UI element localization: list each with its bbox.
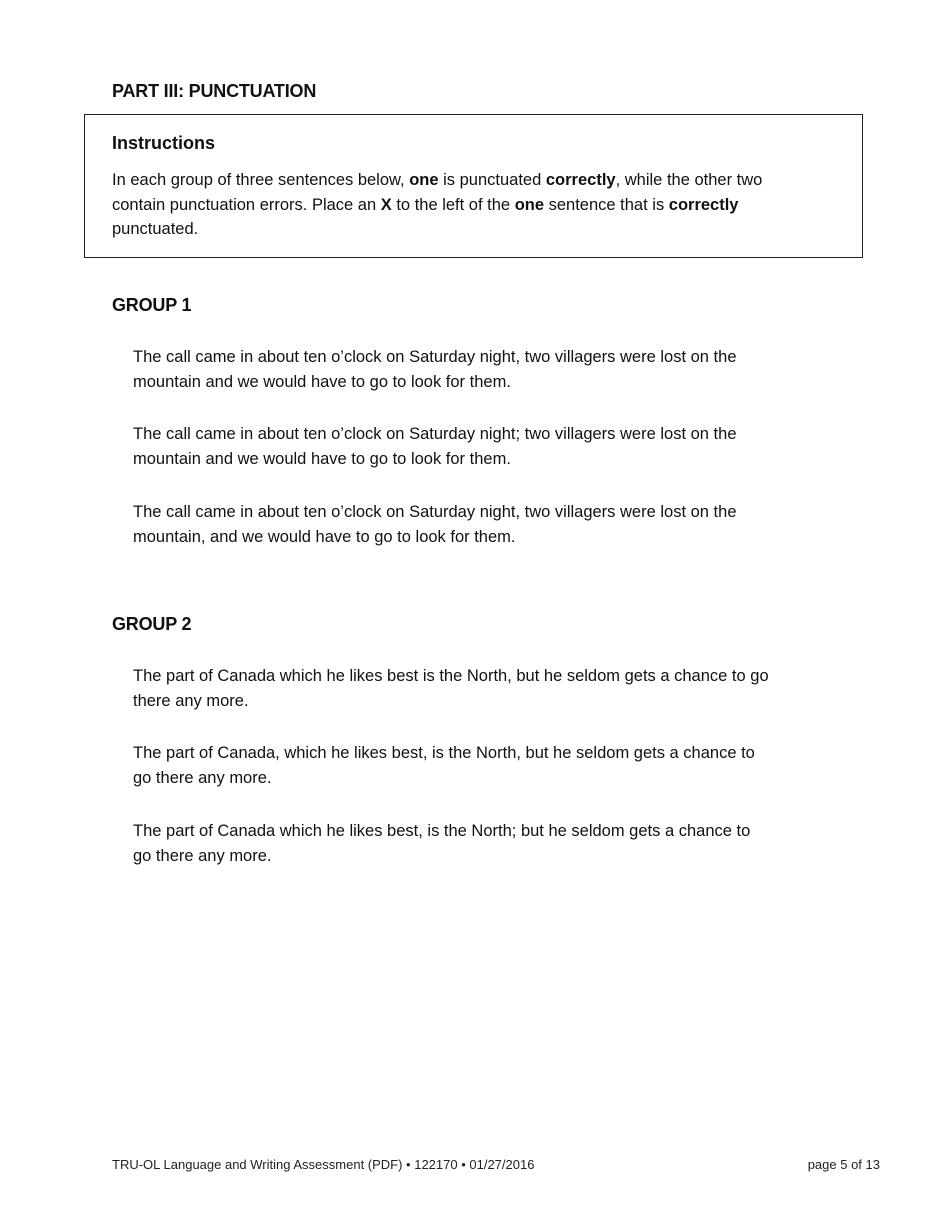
instructions-segment: In each group of three sentences below, [112,171,410,189]
footer-page-number: page 5 of 13 [807,1157,880,1172]
instructions-segment-bold: X [380,195,392,214]
group-2-title: GROUP 2 [112,614,192,634]
group-2-sentence-1: The part of Canada which he likes best is the North, but he seldom gets a chance to go there any more. [133,667,769,710]
group-1-sentence-1: The call came in about ten o’clock on Saturday night, two villagers were lost on the mountain and we would have to go to look for them. [133,348,737,391]
group-2-sentence-2: The part of Canada, which he likes best, is the North, but he seldom gets a chance to go there any more. [133,744,755,787]
instructions-segment-bold: correctly [545,171,616,189]
group-2-sentence-3: The part of Canada which he likes best, is the North; but he seldom gets a chance to go there any more. [133,822,751,865]
instructions-segment: , while the other two contain punctuation errors. Place an [112,171,763,214]
instructions-segment: is punctuated [438,171,546,189]
instructions-heading: Instructions [112,133,216,153]
instructions-segment-bold: one [514,195,545,214]
instructions-segment: to the left of the [391,195,515,214]
instructions-segment-bold: correctly [668,195,739,214]
group-1-title: GROUP 1 [112,295,192,315]
part-title: PART III: PUNCTUATION [112,81,317,101]
instructions-box [84,114,863,258]
instructions-segment: punctuated. [112,220,199,238]
footer-document-info: TRU-OL Language and Writing Assessment (PDF) • 122170 • 01/27/2016 [112,1157,535,1172]
instructions-text [112,168,772,242]
group-1-sentence-2: The call came in about ten o’clock on Saturday night; two villagers were lost on the mountain and we would have to go to look for them. [133,425,737,468]
instructions-segment-bold: one [409,171,439,189]
group-1-sentence-3: The call came in about ten o’clock on Saturday night, two villagers were lost on the mountain, and we would have to go to look for them. [133,503,737,546]
instructions-segment: sentence that is [544,195,669,214]
